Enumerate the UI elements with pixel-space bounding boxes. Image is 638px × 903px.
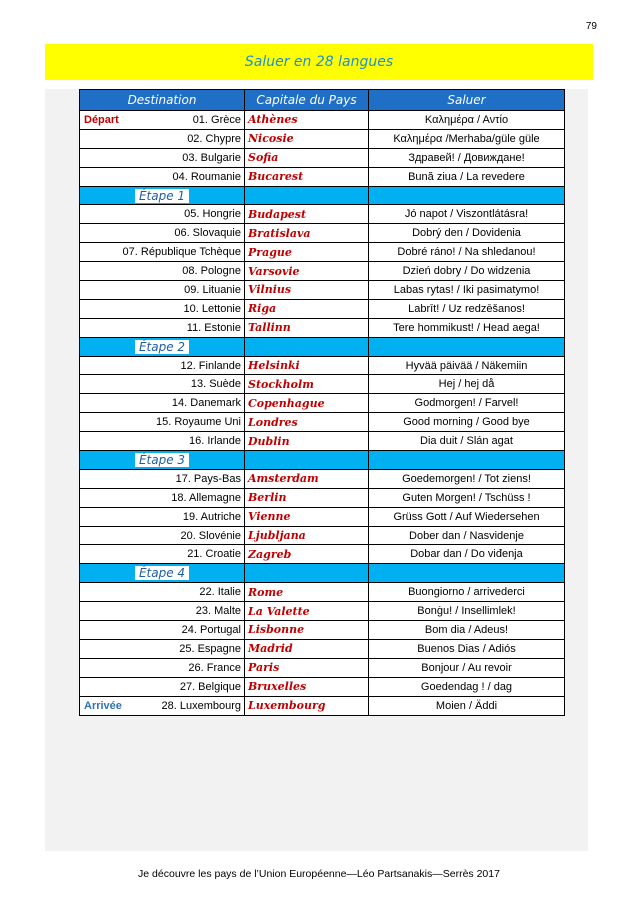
greeting-cell: Buongiorno / arrivederci <box>369 583 565 602</box>
capital-cell: Helsinki <box>245 356 369 375</box>
country-cell <box>80 224 245 243</box>
page-title: Saluer en 28 langues <box>45 44 593 80</box>
greeting-cell: Dobré ráno! / Na shledanou! <box>369 243 565 262</box>
country-cell <box>80 432 245 451</box>
table-header-row <box>80 90 565 111</box>
country-name: 07. République Tchèque <box>122 246 241 259</box>
table-row <box>80 526 565 545</box>
capital-cell: Rome <box>245 583 369 602</box>
country-name: 20. Slovénie <box>180 529 241 542</box>
greeting-cell: Bonġu! / Insellimlek! <box>369 602 565 621</box>
table-row <box>80 488 565 507</box>
country-cell <box>80 281 245 300</box>
country-name: 06. Slovaquie <box>174 227 241 240</box>
capital-cell: Prague <box>245 243 369 262</box>
capital-cell: Lisbonne <box>245 621 369 640</box>
country-name: 12. Finlande <box>180 359 241 372</box>
table-row <box>80 432 565 451</box>
country-name: 26. France <box>188 661 241 674</box>
stage-row <box>80 186 565 205</box>
capital-cell: Athènes <box>245 111 369 130</box>
table-row <box>80 639 565 658</box>
stage-row <box>80 337 565 356</box>
country-name: 11. Estonie <box>186 321 241 334</box>
capital-cell: Stockholm <box>245 375 369 394</box>
table-row <box>80 111 565 130</box>
table-row <box>80 243 565 262</box>
country-cell <box>80 394 245 413</box>
table-row <box>80 583 565 602</box>
capital-cell: Berlin <box>245 488 369 507</box>
table-row <box>80 356 565 375</box>
country-name: 14. Danemark <box>171 397 241 410</box>
country-cell <box>80 526 245 545</box>
country-name: 22. Italie <box>199 586 241 599</box>
greeting-cell: Godmorgen! / Farvel! <box>369 394 565 413</box>
country-name: 23. Malte <box>195 605 241 618</box>
stage-empty-cell <box>369 564 565 583</box>
country-name: 15. Royaume Uni <box>156 416 241 429</box>
table-row <box>80 281 565 300</box>
greeting-cell: Moien / Äddi <box>369 696 565 715</box>
stage-label-cell <box>80 337 245 356</box>
capital-cell: Nicosie <box>245 129 369 148</box>
capital-cell: Paris <box>245 658 369 677</box>
table-row <box>80 394 565 413</box>
country-name: 18. Allemagne <box>171 491 241 504</box>
stage-empty-cell <box>245 564 369 583</box>
country-cell <box>80 507 245 526</box>
country-name: 08. Pologne <box>182 265 241 278</box>
stage-label-cell <box>80 564 245 583</box>
country-cell <box>80 545 245 564</box>
country-name: 21. Croatie <box>187 548 241 561</box>
greeting-cell: Labrīt! / Uz redzēšanos! <box>369 299 565 318</box>
country-cell <box>80 413 245 432</box>
table-row <box>80 375 565 394</box>
stage-label: Étape 2 <box>135 340 189 354</box>
country-cell <box>80 356 245 375</box>
country-cell <box>80 658 245 677</box>
greeting-cell: Bom dia / Adeus! <box>369 621 565 640</box>
country-cell <box>80 243 245 262</box>
stage-empty-cell <box>245 186 369 205</box>
country-name: 24. Portugal <box>181 623 241 636</box>
footer-credit: Je découvre les pays de l’Union Européenne—Léo Partsanakis—Serrès 2017 <box>138 868 500 880</box>
greeting-cell: Καλημέρα / Αντίο <box>369 111 565 130</box>
country-name: 16. Irlande <box>189 435 241 448</box>
greeting-cell: Dobrý den / Dovidenia <box>369 224 565 243</box>
capital-cell: Bratislava <box>245 224 369 243</box>
header-greeting: Saluer <box>369 90 565 111</box>
country-name: 02. Chypre <box>187 132 241 145</box>
greeting-cell: Bonjour / Au revoir <box>369 658 565 677</box>
country-cell <box>80 621 245 640</box>
table-row <box>80 413 565 432</box>
stage-label: Étape 3 <box>135 453 189 467</box>
greeting-cell: Buenos Dias / Adiós <box>369 639 565 658</box>
country-cell <box>80 111 245 130</box>
country-name: 09. Lituanie <box>184 283 241 296</box>
country-name: 01. Grèce <box>192 113 241 126</box>
table-row <box>80 262 565 281</box>
table-row <box>80 318 565 337</box>
greeting-cell: Guten Morgen! / Tschüss ! <box>369 488 565 507</box>
greeting-cell: Goedemorgen! / Tot ziens! <box>369 469 565 488</box>
stage-empty-cell <box>369 337 565 356</box>
capital-cell: Vienne <box>245 507 369 526</box>
table-row <box>80 696 565 715</box>
table-row <box>80 224 565 243</box>
stage-label: Étape 4 <box>135 566 189 580</box>
country-name: 27. Belgique <box>179 680 241 693</box>
country-name: 25. Espagne <box>179 642 241 655</box>
country-name: 03. Bulgarie <box>182 151 241 164</box>
country-cell <box>80 262 245 281</box>
country-cell <box>80 205 245 224</box>
country-cell <box>80 488 245 507</box>
capital-cell: Riga <box>245 299 369 318</box>
capital-cell: Copenhague <box>245 394 369 413</box>
stage-empty-cell <box>369 451 565 470</box>
greeting-cell: Goedendag ! / dag <box>369 677 565 696</box>
capital-cell: Vilnius <box>245 281 369 300</box>
table-row <box>80 677 565 696</box>
greeting-cell: Dobar dan / Do viđenja <box>369 545 565 564</box>
greeting-cell: Dzień dobry / Do widzenia <box>369 262 565 281</box>
capital-cell: Londres <box>245 413 369 432</box>
capital-cell: La Valette <box>245 602 369 621</box>
table-row <box>80 602 565 621</box>
country-name: 19. Autriche <box>182 510 241 523</box>
country-cell <box>80 696 245 715</box>
start-label: Départ <box>84 113 119 126</box>
country-name: 10. Lettonie <box>183 302 241 315</box>
table-row <box>80 129 565 148</box>
stage-label-cell <box>80 186 245 205</box>
greeting-cell: Здравей! / Довиждане! <box>369 148 565 167</box>
greetings-table <box>79 89 565 716</box>
capital-cell: Dublin <box>245 432 369 451</box>
greeting-cell: Καλημέρα /Merhaba/güle güle <box>369 129 565 148</box>
country-cell <box>80 375 245 394</box>
table-row <box>80 469 565 488</box>
stage-empty-cell <box>245 451 369 470</box>
stage-empty-cell <box>245 337 369 356</box>
greeting-cell: Dober dan / Nasvidenje <box>369 526 565 545</box>
country-cell <box>80 148 245 167</box>
table-row <box>80 299 565 318</box>
capital-cell: Budapest <box>245 205 369 224</box>
capital-cell: Sofia <box>245 148 369 167</box>
table-row <box>80 507 565 526</box>
page-number: 79 <box>585 21 597 32</box>
country-name: 05. Hongrie <box>184 208 241 221</box>
table-row <box>80 621 565 640</box>
capital-cell: Amsterdam <box>245 469 369 488</box>
capital-cell: Tallinn <box>245 318 369 337</box>
table-row <box>80 658 565 677</box>
country-cell <box>80 469 245 488</box>
country-name: 13. Suède <box>190 378 241 391</box>
capital-cell: Varsovie <box>245 262 369 281</box>
capital-cell: Luxembourg <box>245 696 369 715</box>
greeting-cell: Grüss Gott / Auf Wiedersehen <box>369 507 565 526</box>
stage-row <box>80 564 565 583</box>
greeting-cell: Good morning / Good bye <box>369 413 565 432</box>
header-capital: Capitale du Pays <box>245 90 369 111</box>
capital-cell: Ljubljana <box>245 526 369 545</box>
country-cell <box>80 129 245 148</box>
country-cell <box>80 167 245 186</box>
country-cell <box>80 677 245 696</box>
greeting-cell: Jó napot / Viszontlátásra! <box>369 205 565 224</box>
country-name: 04. Roumanie <box>172 170 241 183</box>
capital-cell: Madrid <box>245 639 369 658</box>
header-destination: Destination <box>80 90 245 111</box>
capital-cell: Bucarest <box>245 167 369 186</box>
capital-cell: Zagreb <box>245 545 369 564</box>
greeting-cell: Dia duit / Slán agat <box>369 432 565 451</box>
country-cell <box>80 583 245 602</box>
greeting-cell: Hyvää päivää / Näkemiin <box>369 356 565 375</box>
table-body <box>80 111 565 716</box>
greeting-cell: Hej / hej då <box>369 375 565 394</box>
stage-label-cell <box>80 451 245 470</box>
end-label: Arrivée <box>84 699 122 712</box>
country-cell <box>80 318 245 337</box>
greeting-cell: Tere hommikust! / Head aega! <box>369 318 565 337</box>
stage-label: Étape 1 <box>135 189 189 203</box>
greeting-cell: Labas rytas! / Iki pasimatymo! <box>369 281 565 300</box>
country-name: 28. Luxembourg <box>161 699 241 712</box>
table-row <box>80 205 565 224</box>
table-row <box>80 545 565 564</box>
country-cell <box>80 639 245 658</box>
greeting-cell: Bună ziua / La revedere <box>369 167 565 186</box>
capital-cell: Bruxelles <box>245 677 369 696</box>
table-row <box>80 148 565 167</box>
country-name: 17. Pays-Bas <box>175 472 241 485</box>
table-row <box>80 167 565 186</box>
stage-empty-cell <box>369 186 565 205</box>
country-cell <box>80 602 245 621</box>
country-cell <box>80 299 245 318</box>
stage-row <box>80 451 565 470</box>
